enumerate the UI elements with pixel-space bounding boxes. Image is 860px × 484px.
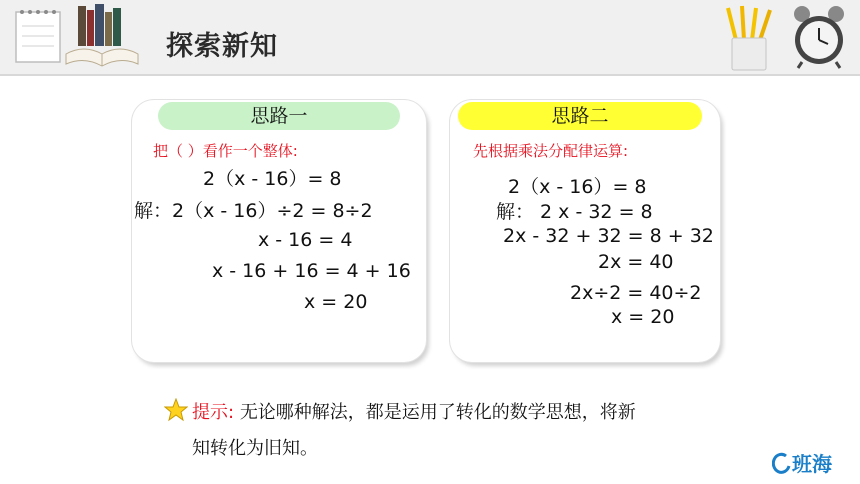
page-title: 探索新知 xyxy=(166,31,278,62)
method-one-line-1: 2（x - 16）= 8 xyxy=(203,168,342,190)
method-one-heading: 思路一 xyxy=(158,102,400,130)
tip-line-2: 知转化为旧知。 xyxy=(192,438,318,459)
books-icon xyxy=(62,2,142,72)
tip-line-1 xyxy=(192,398,636,424)
method-one-note: 把（ ）看作一个整体: xyxy=(153,142,298,160)
method-one-line-2: 解：2（x - 16）÷2 = 8÷2 xyxy=(134,200,373,222)
header-divider xyxy=(0,74,860,76)
method-two-line-3: 2x - 32 + 32 = 8 + 32 xyxy=(503,225,714,247)
method-two-line-1: 2（x - 16）= 8 xyxy=(508,176,647,198)
method-two-line-2: 解： 2 x - 32 = 8 xyxy=(496,201,653,223)
star-icon xyxy=(164,398,188,422)
alarm-clock-icon xyxy=(786,2,852,70)
method-one-line-3: x - 16 = 4 xyxy=(258,229,353,251)
method-two-line-5: 2x÷2 = 40÷2 xyxy=(570,282,702,304)
tip-text-1: 无论哪种解法，都是运用了转化的数学思想，将新 xyxy=(239,402,636,423)
tip-label: 提示: xyxy=(192,402,235,423)
method-two-line-6: x = 20 xyxy=(611,306,675,328)
brand-logo: 班海 xyxy=(792,452,832,476)
method-one-line-5: x = 20 xyxy=(304,291,368,313)
method-two-note: 先根据乘法分配律运算: xyxy=(473,142,629,160)
logo-ring-icon xyxy=(772,452,792,476)
method-one-line-4: x - 16 + 16 = 4 + 16 xyxy=(212,260,411,282)
notebook-icon xyxy=(10,6,66,68)
method-two-heading: 思路二 xyxy=(458,102,702,130)
method-two-line-4: 2x = 40 xyxy=(598,251,674,273)
pencil-cup-icon xyxy=(724,2,778,72)
